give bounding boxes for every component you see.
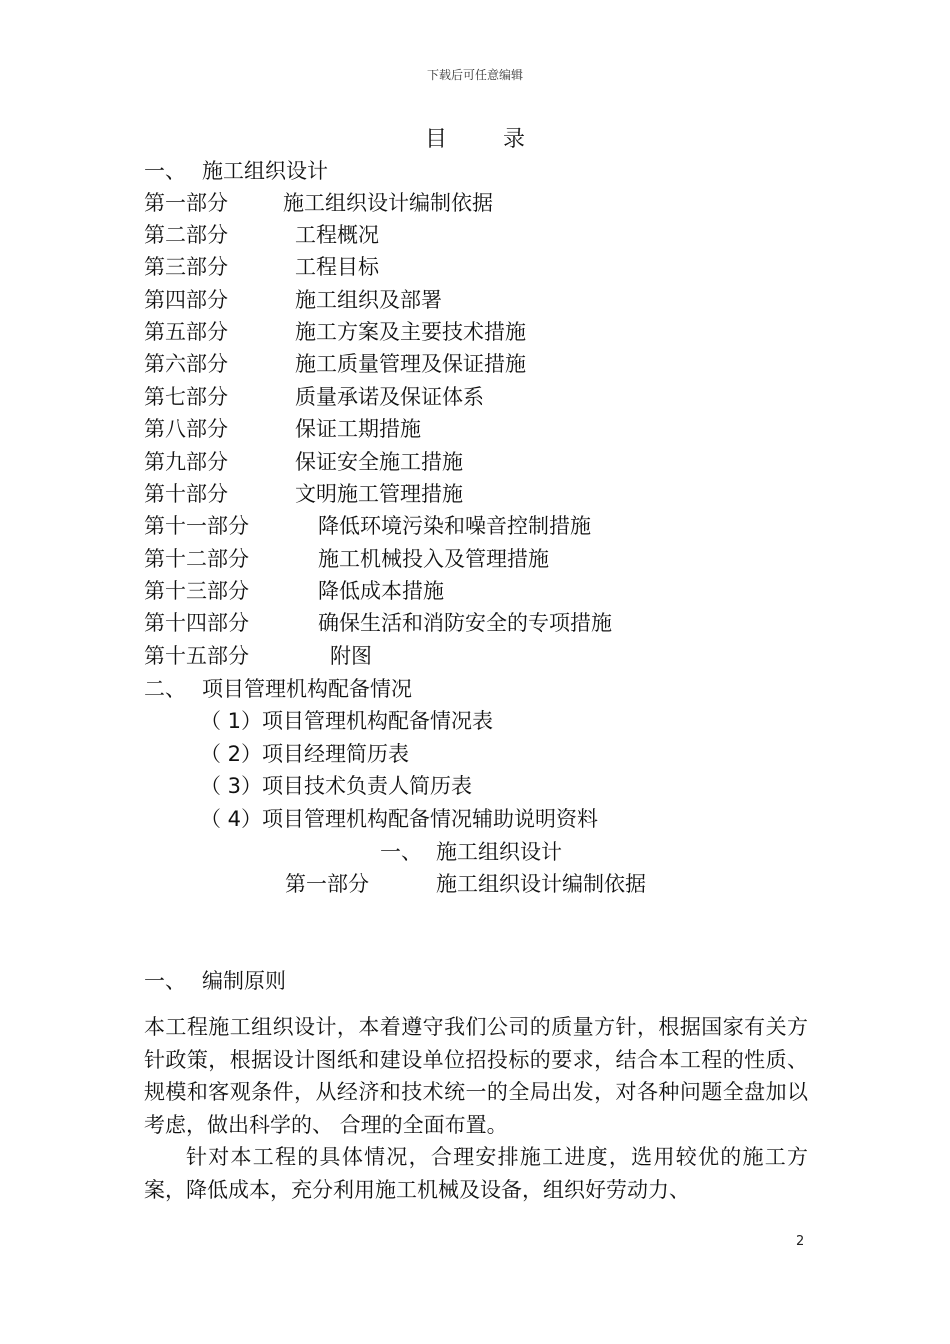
toc-part-label: 第一部分: [144, 191, 228, 215]
toc-part-title: 施工组织设计编制依据: [283, 191, 493, 215]
toc-section-2-title: 项目管理机构配备情况: [202, 677, 412, 701]
body-section-heading-title: 施工组织设计: [436, 840, 562, 864]
toc-part-label: 第二部分: [144, 223, 228, 247]
toc-part-title: 施工方案及主要技术措施: [295, 320, 526, 344]
toc-part: [144, 253, 379, 281]
paragraph: 本工程施工组织设计，本着遵守我们公司的质量方针，根据国家有关方针政策，根据设计图纸和建设单位招投标的要求，结合本工程的性质、 规模和客观条件，从经济和技术统一的全局出发，对各种问题全盘加以考虑，做出科学的、 合理的全面布置。: [144, 1015, 808, 1137]
toc-part-title: 文明施工管理措施: [295, 482, 463, 506]
toc-part: [144, 642, 372, 670]
body-part-heading-title: 施工组织设计编制依据: [436, 872, 646, 896]
page-number: 2: [796, 1234, 805, 1249]
toc-part: [144, 448, 463, 476]
toc-part: [144, 286, 442, 314]
toc-title: [0, 122, 950, 153]
toc-part-label: 第十一部分: [144, 514, 249, 538]
toc-part-title: 保证安全施工措施: [295, 450, 463, 474]
toc-part-title: 附图: [330, 644, 372, 668]
page-header: 下载后可任意编辑: [426, 68, 523, 82]
toc-part-label: 第七部分: [144, 385, 228, 409]
toc-part-label: 第五部分: [144, 320, 228, 344]
toc-sub-item: （ 1）项目管理机构配备情况表: [200, 709, 494, 733]
toc-part: [144, 480, 463, 508]
body-paragraphs: [144, 1011, 808, 1206]
toc-part: [144, 609, 612, 637]
toc-part: [144, 545, 549, 573]
toc-sub-item: （ 4）项目管理机构配备情况辅助说明资料: [200, 807, 599, 831]
body-sub-heading-title: 编制原则: [202, 969, 286, 993]
toc-part-title: 降低成本措施: [318, 579, 444, 603]
toc-part-title: 工程概况: [295, 223, 379, 247]
body-sub-heading: [144, 967, 286, 995]
body-part-heading-label: 第一部分: [285, 872, 369, 896]
toc-part-title: 施工组织及部署: [295, 288, 442, 312]
toc-section-2-num: 二、: [144, 677, 186, 701]
toc-part: [144, 189, 493, 217]
toc-part-title: 保证工期措施: [295, 417, 421, 441]
toc-part-title: 施工机械投入及管理措施: [318, 547, 549, 571]
toc-title-left: 目: [424, 127, 447, 152]
body-sub-heading-num: 一、: [144, 969, 186, 993]
toc-part-label: 第十四部分: [144, 611, 249, 635]
body-section-heading-num: 一、: [380, 840, 422, 864]
toc-part-label: 第四部分: [144, 288, 228, 312]
toc-sub-item: （ 2）项目经理简历表: [200, 742, 410, 766]
body-part-heading: [285, 870, 646, 898]
toc-part-label: 第九部分: [144, 450, 228, 474]
toc-part-title: 施工质量管理及保证措施: [295, 352, 526, 376]
toc-part: [144, 350, 526, 378]
toc-part-label: 第六部分: [144, 352, 228, 376]
toc-title-right: 录: [503, 127, 526, 152]
toc-sub-item: （ 3）项目技术负责人简历表: [200, 774, 473, 798]
toc-part-label: 第十部分: [144, 482, 228, 506]
toc-part: [144, 512, 591, 540]
toc-part: [144, 577, 444, 605]
toc-section-1-num: 一、: [144, 159, 186, 183]
toc-part-label: 第三部分: [144, 255, 228, 279]
toc-part-label: 第八部分: [144, 417, 228, 441]
toc-section-1: [144, 157, 328, 185]
toc-section-1-title: 施工组织设计: [202, 159, 328, 183]
toc-part-title: 质量承诺及保证体系: [295, 385, 484, 409]
toc-part: [144, 415, 421, 443]
toc-part-title: 降低环境污染和噪音控制措施: [318, 514, 591, 538]
toc-part-label: 第十五部分: [144, 644, 249, 668]
toc-part-title: 确保生活和消防安全的专项措施: [318, 611, 612, 635]
toc-part: [144, 318, 526, 346]
body-section-heading: [380, 838, 562, 866]
toc-part: [144, 383, 484, 411]
toc-part-label: 第十二部分: [144, 547, 249, 571]
toc-part-label: 第十三部分: [144, 579, 249, 603]
toc-section-2: [144, 675, 412, 703]
toc-part-title: 工程目标: [295, 255, 379, 279]
paragraph: 针对本工程的具体情况，合理安排施工进度，选用较优的施工方案，降低成本，充分利用施工机械及设备，组织好劳动力、: [144, 1145, 808, 1202]
toc-part: [144, 221, 379, 249]
